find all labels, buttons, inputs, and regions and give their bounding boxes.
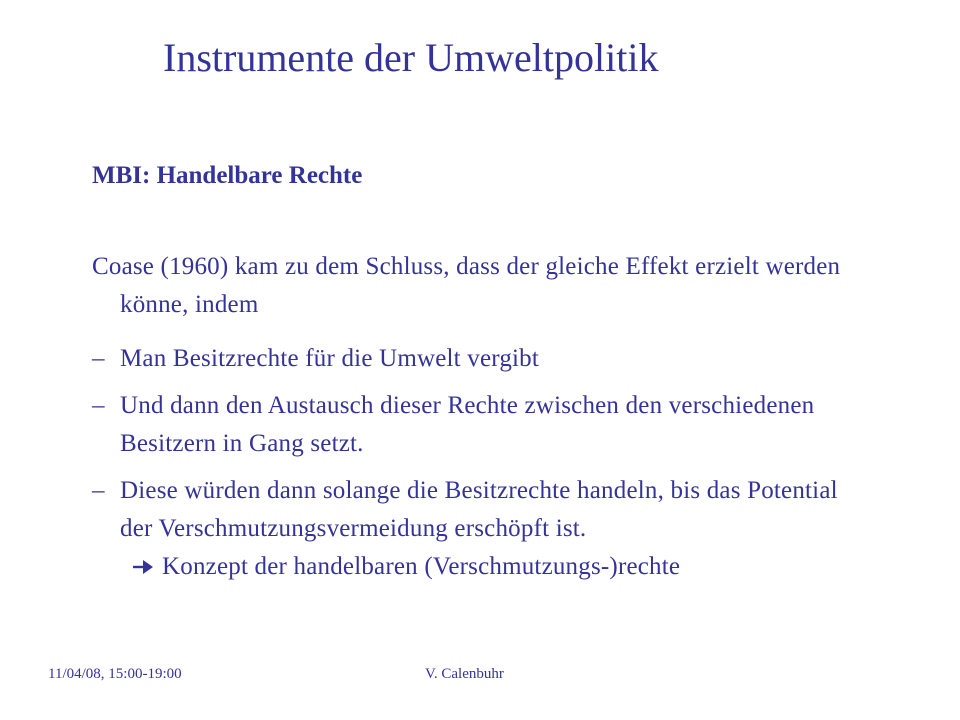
bullet-text: Diese würden dann solange die Besitzrechte handeln, bis das Potential der Verschmutzungsvermeidung erschöpft ist. — [120, 477, 838, 542]
bullet-text: Und dann den Austausch dieser Rechte zwischen den verschiedenen Besitzern in Gang setzt. — [120, 392, 815, 457]
bullet-item — [92, 340, 872, 378]
footer-date: 11/04/08, 15:00-19:00 — [48, 666, 182, 682]
slide-title: Instrumente der Umweltpolitik — [163, 35, 659, 80]
bullet-item — [92, 472, 872, 548]
conclusion-text: Konzept der handelbaren (Verschmutzungs-)rechte — [162, 553, 681, 580]
bullet-text: Man Besitzrechte für die Umwelt vergibt — [120, 345, 540, 372]
intro-paragraph: Coase (1960) kam zu dem Schluss, dass der gleiche Effekt erzielt werden könne, indem — [92, 253, 841, 318]
bullet-item — [92, 387, 872, 463]
bullet-marker: – — [92, 345, 105, 372]
bullet-list — [92, 340, 872, 557]
bullet-marker: – — [92, 392, 105, 419]
conclusion-line — [132, 548, 680, 588]
slide-subtitle: MBI: Handelbare Rechte — [92, 162, 363, 189]
footer-author: V. Calenbuhr — [425, 666, 504, 682]
bullet-marker: – — [92, 477, 105, 504]
right-arrow-icon — [132, 550, 154, 588]
